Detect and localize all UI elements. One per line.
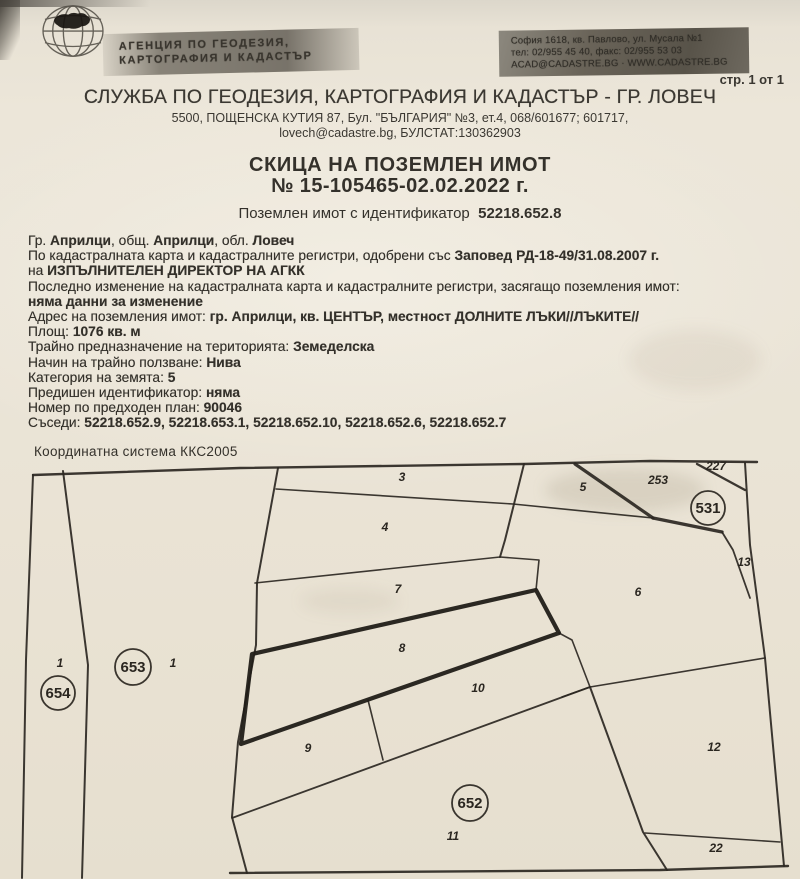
info-segment: Ловеч <box>252 233 295 248</box>
info-line <box>28 294 780 309</box>
info-line <box>28 415 780 430</box>
info-line <box>28 263 780 278</box>
parcel-number-label: 12 <box>707 740 721 754</box>
parcel-number-label: 13 <box>737 555 751 569</box>
info-segment: Априлци <box>153 233 215 248</box>
info-segment: ИЗПЪЛНИТЕЛЕН ДИРЕКТОР НА АГКК <box>47 263 305 279</box>
parcel-number-label: 1 <box>56 656 64 670</box>
contact-line: тел: 02/955 45 40, факс: 02/955 53 03 <box>510 45 683 59</box>
agency-name-line: АГЕНЦИЯ ПО ГЕОДЕЗИЯ, <box>118 36 290 53</box>
parcel-identifier-value: 52218.652.8 <box>478 205 562 222</box>
parcel-number-label: 10 <box>471 681 485 695</box>
info-line <box>28 385 780 400</box>
parcel-number-label: 5 <box>579 480 587 494</box>
info-segment: гр. Априлци, кв. ЦЕНТЪР, местност ДОЛНИТЕ ЛЪКИ//ЛЪКИТЕ// <box>209 309 640 325</box>
info-segment: , общ. <box>110 233 154 248</box>
info-segment: на <box>28 263 48 279</box>
info-segment: Земеделска <box>293 339 375 355</box>
region-number-label: 654 <box>45 685 71 702</box>
parcel-number-label: 11 <box>446 829 460 843</box>
boundary-10-11 <box>232 687 590 818</box>
info-segment: Гр. <box>28 233 51 248</box>
info-line <box>28 400 780 415</box>
parcel-identifier-line <box>0 205 800 222</box>
subject-parcel-outline <box>241 590 559 744</box>
agency-name-line: КАРТОГРАФИЯ И КАДАСТЪР <box>119 50 313 67</box>
info-segment: Площ: <box>28 324 73 340</box>
property-details <box>28 233 780 431</box>
info-line <box>28 324 780 339</box>
info-line <box>28 233 780 248</box>
agency-name-band <box>103 28 360 76</box>
boundary-7-6 <box>500 557 539 590</box>
info-segment: Съседи: <box>28 415 85 431</box>
info-segment: Начин на трайно ползване: <box>28 354 207 370</box>
contact-line: ACAD@CADASTRE.BG · WWW.CADASTRE.BG <box>511 56 728 71</box>
map-border-bottom <box>230 866 788 873</box>
document-title: СКИЦА НА ПОЗЕМЛЕН ИМОТ <box>249 154 551 176</box>
info-segment: Предишен идентификатор: <box>28 385 206 401</box>
parcel-number-label: 9 <box>304 741 312 755</box>
boundary-4-5 <box>500 464 524 557</box>
info-segment: Априлци <box>50 233 111 248</box>
boundary-region-653 <box>232 468 278 873</box>
office-address: 5500, ПОЩЕНСКА КУТИЯ 87, Бул. "БЪЛГАРИЯ" №3, ет.4, 068/601677; 601717, <box>171 111 629 125</box>
parcel-number-label: 227 <box>705 459 727 473</box>
document-number: № 15-105465-02.02.2022 г. <box>271 175 529 197</box>
boundary-3-4 <box>276 489 653 518</box>
info-line <box>28 355 780 370</box>
region-number-label: 653 <box>120 659 146 676</box>
info-line <box>28 370 780 385</box>
boundary-4-7 <box>255 557 500 583</box>
region-number-label: 652 <box>457 795 483 812</box>
parcel-number-label: 1 <box>169 656 177 670</box>
info-segment: Категория на земята: <box>28 369 168 385</box>
page-number: стр. 1 от 1 <box>719 72 784 87</box>
info-segment: Трайно предназначение на територията: <box>28 339 294 355</box>
office-email-bulstat: lovech@cadastre.bg, БУЛСТАТ:130362903 <box>279 126 521 140</box>
cadastral-map <box>0 458 800 879</box>
parcel-number-label: 253 <box>647 473 669 487</box>
info-segment: Адрес на поземления имот: <box>28 309 210 325</box>
contact-line: София 1618, кв. Павлово, ул. Мусала №1 <box>510 32 703 47</box>
info-segment: Нива <box>206 354 241 370</box>
scan-corner-shadow <box>0 0 20 60</box>
parcel-number-label: 22 <box>709 841 723 855</box>
info-line <box>28 248 780 263</box>
map-border-right <box>745 463 784 866</box>
agency-globe-logo <box>38 3 108 61</box>
coordinate-system-label: Координатна система ККС2005 <box>34 444 238 459</box>
map-labels <box>41 459 751 855</box>
info-segment: , обл. <box>214 233 253 248</box>
info-segment: 5 <box>167 369 176 385</box>
boundary-strip <box>63 471 88 878</box>
info-segment: 52218.652.9, 52218.653.1, 52218.652.10, 52218.652.6, 52218.652.7 <box>84 415 507 431</box>
boundary-5-253 <box>575 464 653 518</box>
info-segment: Последно изменение на кадастралната карта и кадастралните регистри, засягащо поземления имот: <box>28 278 680 294</box>
info-segment: Заповед РД-18-49/31.08.2007 г. <box>454 248 660 264</box>
map-border-left <box>22 475 33 878</box>
boundary-11-12 <box>590 687 667 870</box>
parcel-identifier-prefix: Поземлен имот с идентификатор <box>238 205 470 222</box>
parcel-number-label: 4 <box>381 520 389 534</box>
parcel-number-label: 3 <box>398 470 406 484</box>
bulgaria-map-silhouette <box>54 13 90 29</box>
info-segment: 90046 <box>203 400 242 416</box>
parcel-number-label: 7 <box>394 582 402 596</box>
info-segment: 1076 кв. м <box>72 324 141 340</box>
info-segment: По кадастралната карта и кадастралните регистри, одобрени със <box>28 248 455 264</box>
region-number-label: 531 <box>695 500 721 517</box>
info-line <box>28 279 780 294</box>
info-line <box>28 309 780 324</box>
info-segment: няма <box>205 385 241 401</box>
boundary-10-6 <box>559 633 590 687</box>
parcel-number-label: 8 <box>398 641 406 655</box>
boundary-9-10 <box>368 700 383 760</box>
info-line <box>28 339 780 354</box>
info-segment: Номер по предходен план: <box>28 400 204 416</box>
office-title: СЛУЖБА ПО ГЕОДЕЗИЯ, КАРТОГРАФИЯ И КАДАСТЪР - ГР. ЛОВЕЧ <box>83 86 717 108</box>
agency-contact-band <box>499 27 750 76</box>
parcel-number-label: 6 <box>634 585 642 599</box>
info-segment: няма данни за изменение <box>28 293 203 309</box>
